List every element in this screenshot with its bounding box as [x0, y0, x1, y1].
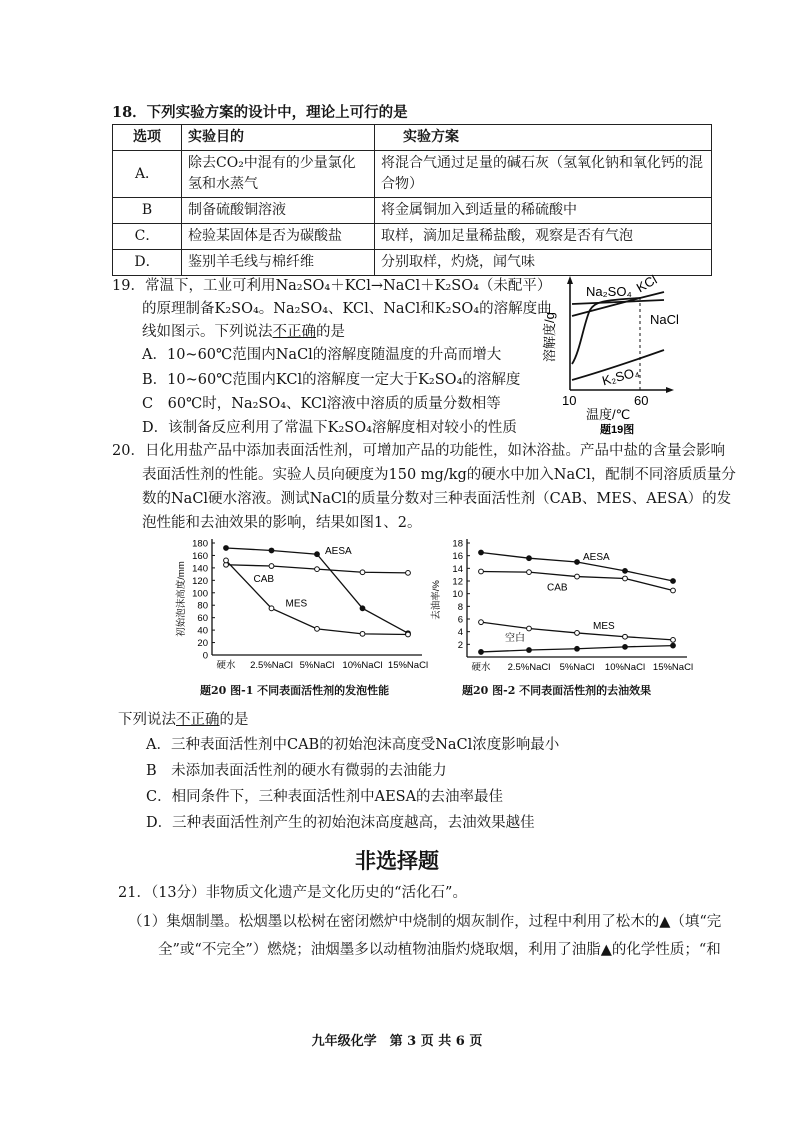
data-point	[360, 631, 365, 636]
y-tick-label: 60	[197, 613, 208, 625]
y-axis-label: 溶解度/g	[542, 312, 557, 362]
x-tick-label: 15%NaCl	[387, 660, 429, 671]
data-point	[623, 568, 628, 573]
data-point	[315, 626, 320, 631]
x-tick-label: 10%NaCl	[342, 660, 383, 671]
chart-caption: 题19图	[600, 424, 635, 436]
data-point	[269, 606, 274, 611]
q21-line2: （1）集烟制墨。松烟墨以松树在密闭燃炉中烧制的烟灰制作，过程中利用了松木的▲（填“完	[128, 914, 722, 930]
q20-question-post: 的是	[219, 712, 249, 728]
row-purpose: 制备硫酸铜溶液	[182, 198, 375, 224]
x-tick-label: 2.5%NaCl	[250, 660, 293, 671]
table-header-row	[113, 125, 712, 151]
y-tick-label: 0	[202, 650, 208, 662]
y-tick-label: 16	[452, 551, 463, 563]
y-tick-label: 140	[192, 563, 208, 575]
row-option: C．	[113, 224, 182, 250]
data-point	[671, 579, 676, 584]
data-point	[623, 576, 628, 581]
x-tick-label: 5%NaCl	[559, 662, 595, 673]
x-axis-label: 温度/℃	[586, 407, 631, 422]
y-axis-arrow	[567, 276, 573, 284]
q19-line3	[142, 322, 345, 342]
tick-60: 60	[634, 393, 649, 408]
label-na2so4: Na₂SO₄	[586, 284, 632, 299]
row-purpose: 鉴别羊毛线与棉纤维	[182, 250, 375, 276]
row-plan: 取样，滴加足量稀盐酸，观察是否有气泡	[375, 224, 712, 250]
data-point	[623, 644, 628, 649]
q20-question-emph: 不正确	[176, 712, 220, 728]
row-purpose: 除去CO₂中混有的少量氯化氢和水蒸气	[182, 151, 375, 198]
q18-table	[112, 124, 712, 276]
data-point	[575, 560, 580, 565]
row-option: D．	[113, 250, 182, 276]
series-line-AESA	[226, 548, 408, 633]
tick-10: 10	[562, 393, 577, 408]
header-option: 选项	[113, 125, 182, 151]
table-row	[113, 198, 712, 224]
q19-line2: 的原理制备K₂SO₄。Na₂SO₄、KCl、NaCl和K₂SO₄的溶解度曲	[142, 301, 552, 317]
q20-question	[118, 710, 249, 730]
data-point	[671, 638, 676, 643]
x-tick-label: 15%NaCl	[652, 662, 694, 673]
row-plan: 分别取样，灼烧，闻气味	[375, 250, 712, 276]
q19-line3-emph: 不正确	[272, 324, 316, 340]
y-tick-label: 160	[192, 550, 208, 562]
y-tick-label: 4	[457, 627, 463, 639]
data-point	[527, 556, 532, 561]
x-tick-label: 硬水	[471, 662, 491, 673]
table-row	[113, 224, 712, 250]
q20-oil-removal-chart	[425, 535, 695, 680]
data-point	[527, 626, 532, 631]
data-point	[269, 548, 274, 553]
x-tick-label: 2.5%NaCl	[507, 662, 551, 673]
q19-option-b: B．10~60℃范围内KCl的溶解度一定大于K₂SO₄的溶解度	[142, 372, 521, 388]
data-point	[671, 643, 676, 648]
x-tick-label: 10%NaCl	[604, 662, 646, 673]
q20-chart1-caption: 题20 图-1 不同表面活性剂的发泡性能	[200, 684, 390, 697]
series-label: AESA	[583, 552, 610, 563]
y-tick-label: 18	[452, 538, 463, 550]
y-tick-label: 6	[457, 614, 463, 626]
q20-option-d: D．三种表面活性剂产生的初始泡沫高度越高，去油效果越佳	[146, 815, 535, 831]
q19-option-a: A．10~60℃范围内NaCl的溶解度随温度的升高而增大	[142, 347, 502, 363]
table-row	[113, 151, 712, 198]
series-label: MES	[593, 620, 615, 632]
data-point	[406, 632, 411, 637]
q20-option-a: A．三种表面活性剂中CAB的初始泡沫高度受NaCl浓度影响最小	[146, 737, 560, 753]
q19-line1: 19．常温下，工业可利用Na₂SO₄＋KCl→NaCl＋K₂SO₄（未配平）	[112, 278, 552, 294]
q19-solubility-chart	[540, 272, 700, 437]
data-point	[224, 546, 229, 551]
y-axis-label: 初始泡沫高度/mm	[176, 561, 187, 637]
row-plan: 将混合气通过足量的碱石灰（氢氧化钠和氧化钙的混合物）	[375, 151, 712, 198]
data-point	[575, 646, 580, 651]
series-label: CAB	[547, 582, 568, 594]
data-point	[406, 570, 411, 575]
q20-line3: 数的NaCl硬水溶液。测试NaCl的质量分数对三种表面活性剂（CAB、MES、AESA）的发	[142, 491, 732, 507]
data-point	[315, 567, 320, 572]
row-option: B	[113, 198, 182, 224]
row-plan: 将金属铜加入到适量的稀硫酸中	[375, 198, 712, 224]
data-point	[224, 558, 229, 563]
y-tick-label: 120	[192, 575, 208, 587]
header-purpose: 实验目的	[182, 125, 375, 151]
data-point	[671, 588, 676, 593]
q20-line4: 泡性能和去油效果的影响，结果如图1、2。	[142, 515, 422, 531]
data-point	[479, 650, 484, 655]
data-point	[575, 574, 580, 579]
q20-foam-chart	[170, 535, 430, 680]
y-tick-label: 180	[192, 538, 208, 550]
data-point	[360, 606, 365, 611]
q20-option-c: C．相同条件下，三种表面活性剂中AESA的去油率最佳	[146, 789, 504, 805]
series-label: 空白	[505, 633, 525, 645]
header-plan: 实验方案	[375, 125, 712, 151]
data-point	[527, 570, 532, 575]
q21-line1: 21．（13分）非物质文化遗产是文化历史的“活化石”。	[118, 885, 467, 901]
q20-question-pre: 下列说法	[118, 712, 176, 728]
y-tick-label: 10	[452, 589, 463, 601]
label-kcl: KCl	[633, 272, 660, 296]
q19-option-d: D．该制备反应利用了常温下K₂SO₄溶解度相对较小的性质	[142, 420, 517, 436]
q18-title: 18．下列实验方案的设计中，理论上可行的是	[112, 104, 408, 121]
data-point	[575, 631, 580, 636]
data-point	[269, 564, 274, 569]
y-tick-label: 12	[452, 576, 463, 588]
y-tick-label: 80	[197, 600, 208, 612]
x-axis-arrow	[666, 387, 674, 393]
data-point	[527, 648, 532, 653]
q20-option-b: B 未添加表面活性剂的硬水有微弱的去油能力	[146, 763, 447, 779]
y-tick-label: 8	[457, 601, 463, 613]
series-label: MES	[285, 598, 308, 610]
data-point	[315, 552, 320, 557]
row-option: A．	[113, 151, 182, 198]
q21-line3: 全”或“不完全”）燃烧；油烟墨多以动植物油脂灼烧取烟，利用了油脂▲的化学性质；“和	[158, 942, 721, 958]
q19-line3-pre: 线如图示。下列说法	[142, 324, 273, 340]
y-tick-label: 2	[457, 639, 463, 651]
series-label: CAB	[253, 574, 275, 586]
q19-option-c: C 60℃时，Na₂SO₄、KCl溶液中溶质的质量分数相等	[142, 396, 501, 412]
section-heading: 非选择题	[355, 849, 439, 873]
data-point	[479, 569, 484, 574]
q19-line3-post: 的是	[316, 324, 345, 340]
q20-line1: 20．日化用盐产品中添加表面活性剂，可增加产品的功能性，如沐浴盐。产品中盐的含量会影响	[112, 443, 725, 459]
y-tick-label: 40	[197, 625, 208, 637]
data-point	[479, 550, 484, 555]
data-point	[479, 620, 484, 625]
x-tick-label: 硬水	[216, 660, 236, 671]
q20-chart2-caption: 题20 图-2 不同表面活性剂的去油效果	[462, 684, 652, 697]
label-nacl: NaCl	[650, 312, 679, 327]
data-point	[623, 634, 628, 639]
series-label: AESA	[325, 546, 352, 558]
row-purpose: 检验某固体是否为碳酸盐	[182, 224, 375, 250]
q20-line2: 表面活性剂的性能。实验人员向硬度为150 mg/kg的硬水中加入NaCl，配制不同溶质质量分	[142, 467, 736, 483]
data-point	[360, 570, 365, 575]
y-tick-label: 20	[197, 638, 208, 650]
y-tick-label: 100	[192, 588, 208, 600]
y-tick-label: 14	[452, 563, 463, 575]
page-footer: 九年级化学 第 3 页 共 6 页	[311, 1034, 483, 1049]
x-tick-label: 5%NaCl	[299, 660, 335, 671]
y-axis-label: 去油率/%	[431, 580, 442, 620]
label-k2so4: K₂SO₄	[600, 364, 641, 389]
